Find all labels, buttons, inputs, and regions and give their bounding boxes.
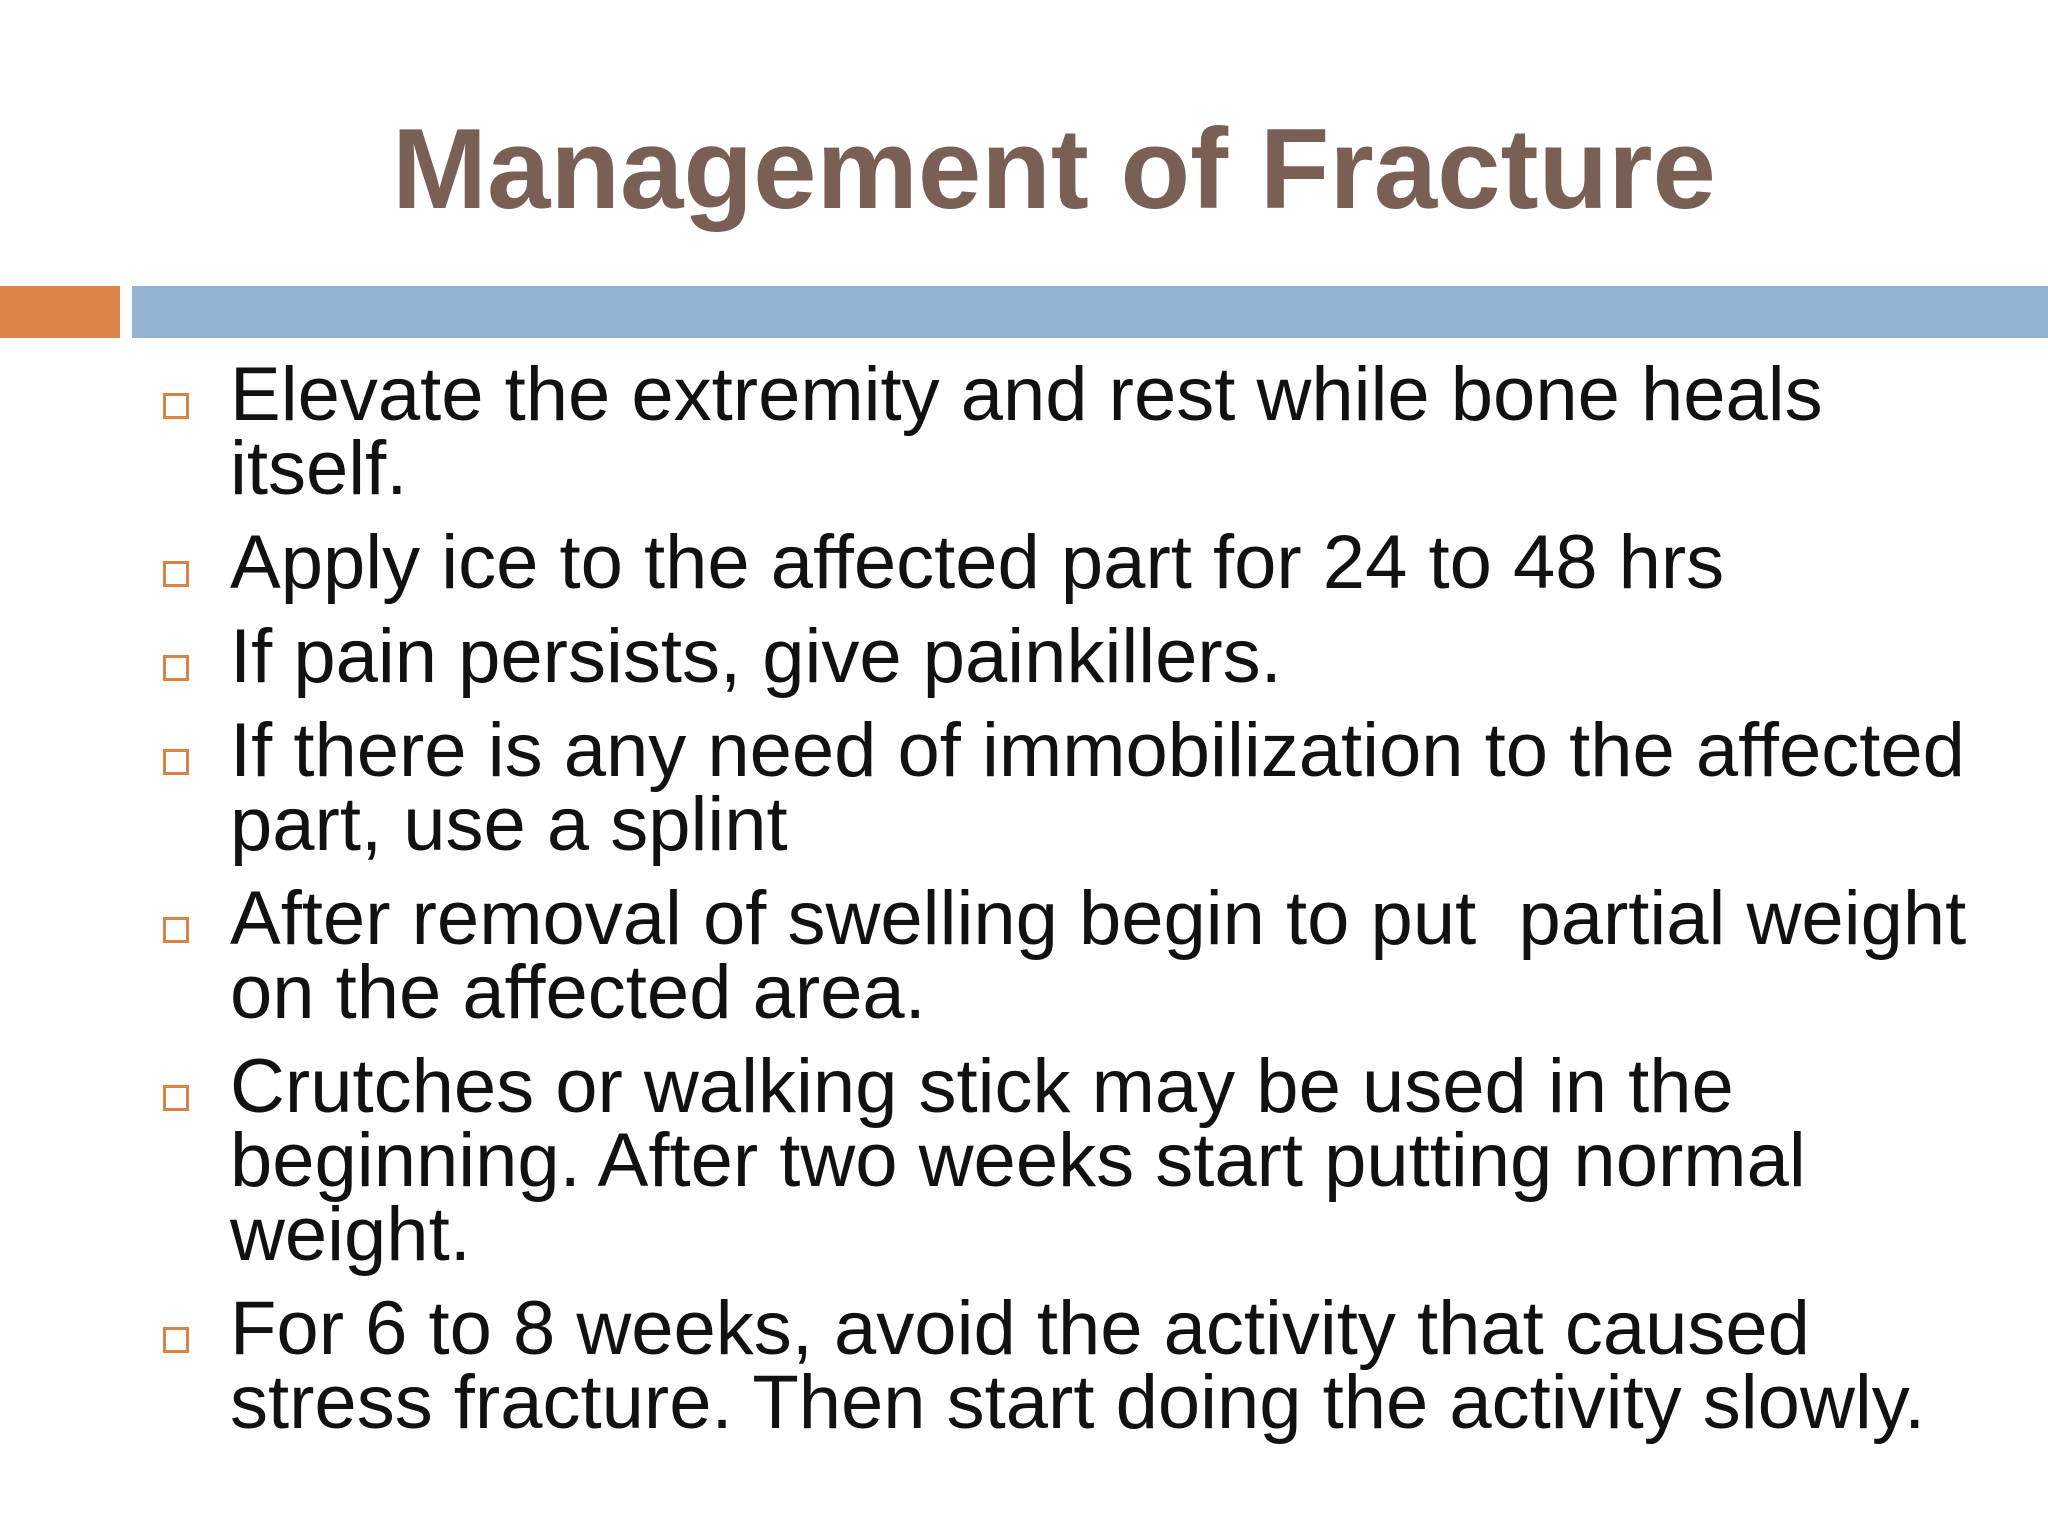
blue-divider-bar <box>132 286 2048 338</box>
bullet-item <box>0 876 2048 1035</box>
bullet-text: Apply ice to the affected part for 24 to 48 hrs <box>230 520 1725 605</box>
bullet-item <box>0 352 2048 511</box>
square-bullet-icon <box>163 561 189 587</box>
bullet-text: Crutches or walking stick may be used in the beginning. After two weeks start putting normal weight. <box>230 1044 1806 1277</box>
square-bullet-icon <box>163 917 189 943</box>
square-bullet-icon <box>163 655 189 681</box>
bullet-text: If there is any need of immobilization to the affected part, use a splint <box>230 708 1965 867</box>
square-bullet-icon <box>163 1327 189 1353</box>
square-bullet-icon <box>163 393 189 419</box>
bullet-text: Elevate the extremity and rest while bone heals itself. <box>230 352 1823 511</box>
bullet-text: If pain persists, give painkillers. <box>230 614 1282 699</box>
bullet-item <box>0 1286 2048 1445</box>
bullet-list <box>0 352 2048 1460</box>
slide-title: Management of Fracture <box>392 106 1716 233</box>
square-bullet-icon <box>163 1085 189 1111</box>
square-bullet-icon <box>163 749 189 775</box>
bullet-text: After removal of swelling begin to put partial weight on the affected area. <box>230 876 1988 1035</box>
bullet-item <box>0 1044 2048 1277</box>
bullet-text: For 6 to 8 weeks, avoid the activity that caused stress fracture. Then start doing the activity slowly. <box>230 1286 1926 1445</box>
bullet-item <box>0 708 2048 867</box>
bullet-item <box>0 614 2048 699</box>
orange-accent-bar <box>0 286 120 338</box>
bullet-item <box>0 520 2048 605</box>
